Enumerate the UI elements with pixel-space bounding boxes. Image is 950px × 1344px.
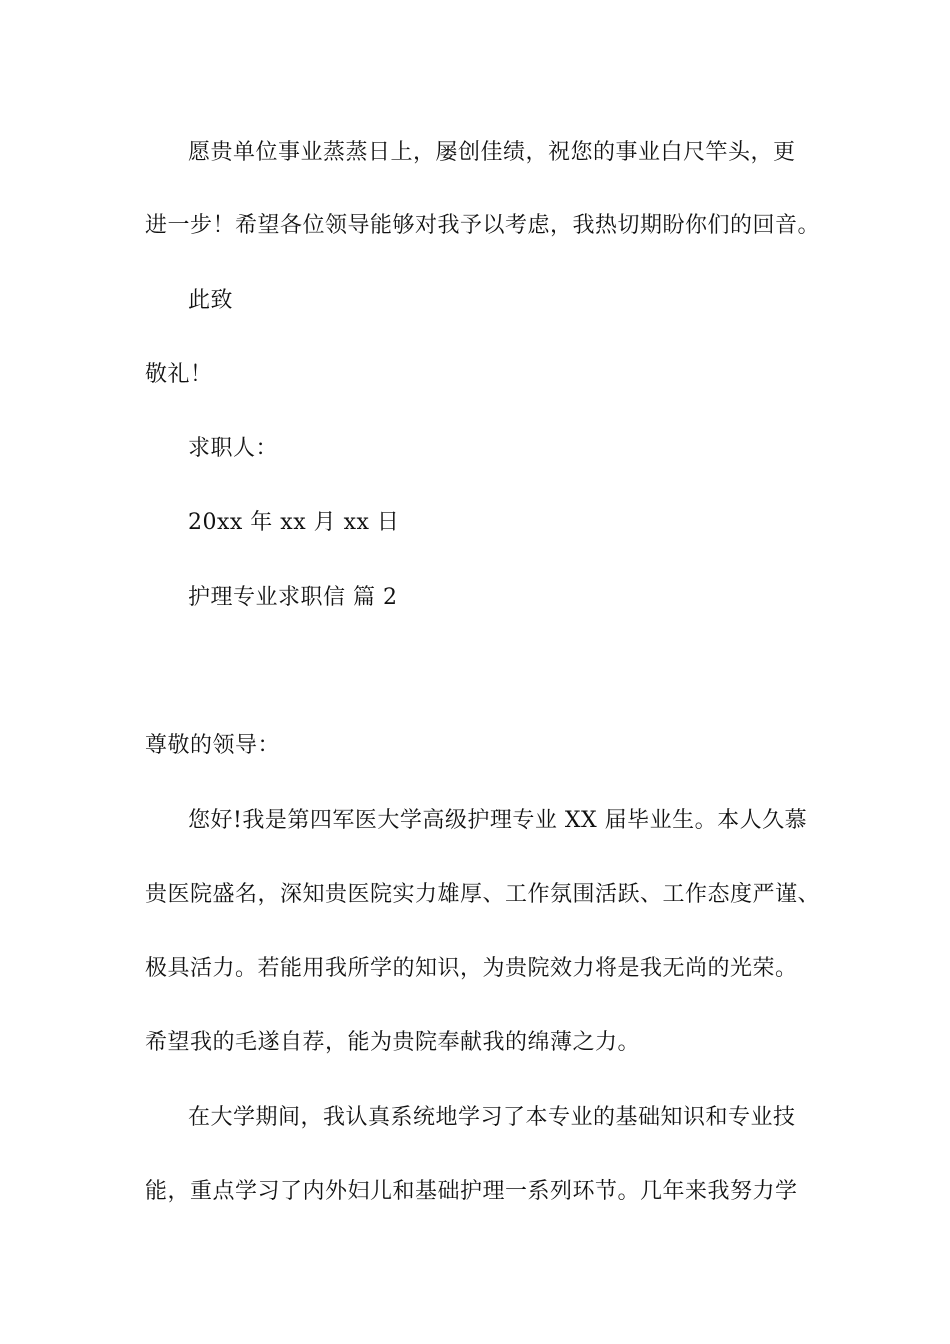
signature-label: 求职人： xyxy=(188,436,279,461)
paragraph-line: 在大学期间，我认真系统地学习了本专业的基础知识和专业技 xyxy=(188,1105,796,1130)
paragraph-line: 进一步！希望各位领导能够对我予以考虑，我热切期盼你们的回音。 xyxy=(145,213,821,238)
date-line: 20xx 年 xx 月 xx 日 xyxy=(188,510,400,535)
paragraph-line: 极具活力。若能用我所学的知识，为贵院效力将是我无尚的光荣。 xyxy=(145,956,798,981)
paragraph-line: 愿贵单位事业蒸蒸日上，屡创佳绩，祝您的事业白尺竿头，更 xyxy=(188,140,796,165)
paragraph-line: 您好!我是第四军医大学高级护理专业 XX 届毕业生。本人久慕 xyxy=(188,808,808,833)
greeting: 尊敬的领导： xyxy=(145,733,281,758)
closing-salutation: 此致 xyxy=(188,288,234,313)
paragraph-line: 贵医院盛名，深知贵医院实力雄厚、工作氛围活跃、工作态度严谨、 xyxy=(145,882,821,907)
section-heading: 护理专业求职信 篇 2 xyxy=(188,585,398,610)
paragraph-line: 能，重点学习了内外妇儿和基础护理一系列环节。几年来我努力学 xyxy=(145,1179,798,1204)
closing-regards: 敬礼！ xyxy=(145,362,213,387)
paragraph-line: 希望我的毛遂自荐，能为贵院奉献我的绵薄之力。 xyxy=(145,1030,641,1055)
